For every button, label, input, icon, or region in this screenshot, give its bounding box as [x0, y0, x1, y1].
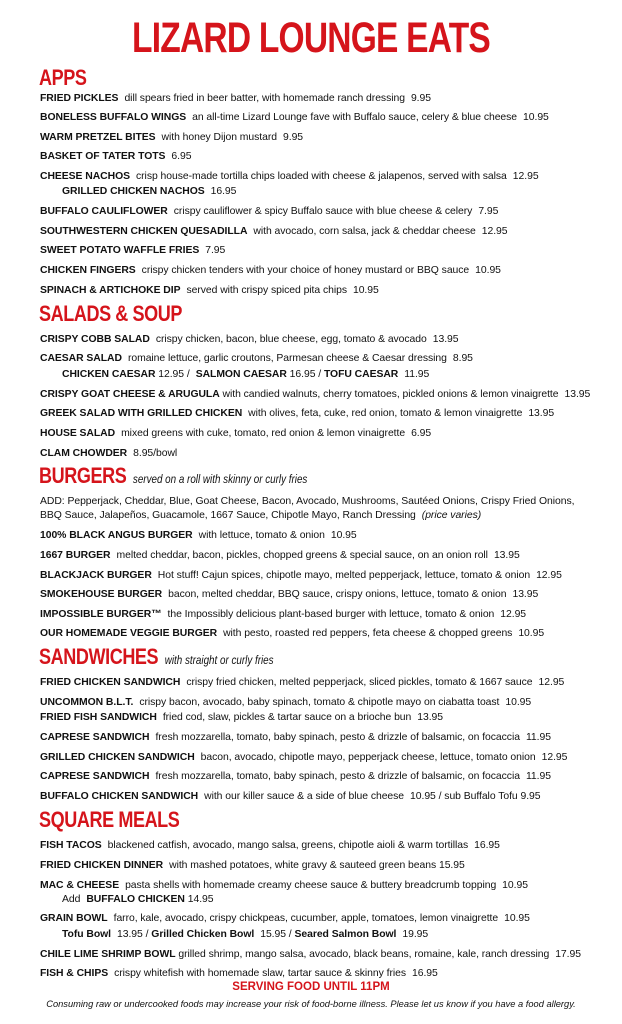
- addons-line: [40, 495, 574, 508]
- item-description: bacon, avocado, chipotle mayo, pepperjack cheese, lettuce, tomato onion: [200, 752, 536, 763]
- item-name: TOFU CAESAR: [323, 369, 399, 380]
- menu-item-variant: [62, 928, 428, 941]
- item-price: 13.95: [528, 408, 555, 419]
- item-name: SOUTHWESTERN CHICKEN QUESADILLA: [40, 226, 248, 237]
- item-name: FRIED CHICKEN SANDWICH: [40, 677, 181, 688]
- item-price: 12.95: [500, 609, 527, 620]
- menu-item: [40, 912, 530, 925]
- item-name: FRIED FISH SANDWICH: [40, 712, 157, 723]
- item-description: with pesto, roasted red peppers, feta cheese & chopped greens: [223, 628, 513, 639]
- menu-item: [40, 839, 500, 852]
- addons-line: [40, 509, 481, 522]
- item-price: 12.95: [541, 752, 568, 763]
- item-price: 10.95: [505, 697, 532, 708]
- item-name: UNCOMMON B.L.T.: [40, 697, 134, 708]
- item-description: crispy whitefish with homemade slaw, tartar sauce & skinny fries: [114, 968, 407, 979]
- item-name: GRILLED CHICKEN NACHOS: [62, 186, 205, 197]
- item-description: with avocado, corn salsa, jack & cheddar cheese: [253, 226, 476, 237]
- item-description: crispy chicken, bacon, blue cheese, egg, tomato & avocado: [155, 334, 427, 345]
- item-description: with our killer sauce & a side of blue cheese: [204, 791, 405, 802]
- item-description: blackened catfish, avocado, mango salsa, greens, chipotle aioli & warm tortillas: [107, 840, 469, 851]
- item-price: 16.95: [412, 968, 438, 979]
- menu-item: [40, 770, 551, 783]
- menu-item: [40, 333, 459, 346]
- menu-item: [40, 170, 539, 183]
- item-price: 12.95: [538, 677, 565, 688]
- item-name: WARM PRETZEL BITES: [40, 132, 156, 143]
- item-price: 17.95: [555, 949, 581, 960]
- item-name: BUFFALO CHICKEN SANDWICH: [40, 791, 199, 802]
- item-price: 10.95: [330, 530, 357, 541]
- item-name: Seared Salmon Bowl: [294, 929, 397, 940]
- menu-item: [40, 676, 564, 689]
- menu-item: [40, 948, 581, 961]
- item-name: IMPOSSIBLE BURGER™: [40, 609, 162, 620]
- item-name: GREEK SALAD WITH GRILLED CHICKEN: [40, 408, 243, 419]
- item-description: romaine lettuce, garlic croutons, Parmesan cheese & Caesar dressing: [127, 353, 447, 364]
- menu-item: [40, 131, 303, 144]
- item-price: 8.95: [452, 353, 473, 364]
- item-price: 10.95: [518, 628, 545, 639]
- item-name: BONELESS BUFFALO WINGS: [40, 112, 187, 123]
- serving-hours: SERVING FOOD UNTIL 11PM: [232, 981, 390, 993]
- menu-item: [40, 529, 357, 542]
- item-name: MAC & CHEESE: [40, 880, 120, 891]
- item-name: CHEESE NACHOS: [40, 171, 130, 182]
- item-price: 13.95: [564, 389, 591, 400]
- item-name: BLACKJACK BURGER: [40, 570, 152, 581]
- menu-item: [40, 696, 531, 709]
- item-description: the Impossibly delicious plant-based burger with lettuce, tomato & onion: [167, 609, 495, 620]
- food-safety-disclaimer: Consuming raw or undercooked foods may increase your risk of food-borne illness. Please let us know if you have a food allergy.: [46, 999, 576, 1009]
- item-description: dill spears fried in beer batter, with homemade ranch dressing: [124, 93, 405, 104]
- item-name: OUR HOMEMADE VEGGIE BURGER: [40, 628, 218, 639]
- item-description: crispy fried chicken, melted pepperjack, sliced pickles, tomato & 1667 sauce: [186, 677, 533, 688]
- item-name: 100% BLACK ANGUS BURGER: [40, 530, 193, 541]
- menu-item: [40, 352, 473, 365]
- item-price: 16.95: [474, 840, 500, 851]
- menu-item: [40, 264, 501, 277]
- item-price: 13.95: [432, 334, 459, 345]
- item-name: CHILE LIME SHRIMP BOWL: [40, 949, 176, 960]
- item-description: bacon, melted cheddar, BBQ sauce, crispy onions, lettuce, tomato & onion: [168, 589, 507, 600]
- item-description: with candied walnuts, cherry tomatoes, pickled onions & lemon vinaigrette: [222, 389, 559, 400]
- menu-item: [40, 388, 590, 401]
- item-name: FRIED CHICKEN DINNER: [40, 860, 164, 871]
- menu-item: [40, 608, 526, 621]
- menu-item: [40, 225, 508, 238]
- item-description: grilled shrimp, mango salsa, avocado, black beans, romaine, kale, ranch dressing: [178, 949, 550, 960]
- item-description: Hot stuff! Cajun spices, chipotle mayo, melted pepperjack, lettuce, tomato & onion: [157, 570, 531, 581]
- item-price: 12.95 /: [158, 369, 190, 380]
- heading-text: SANDWICHES: [39, 644, 159, 669]
- menu-item: [40, 111, 549, 124]
- menu-item: [40, 549, 520, 562]
- item-price: 16.95: [210, 186, 237, 197]
- menu-item: [40, 967, 438, 980]
- item-price: 13.95: [417, 712, 444, 723]
- item-name: GRAIN BOWL: [40, 913, 108, 924]
- item-description: with mashed potatoes, white gravy & sauteed green beans: [169, 860, 437, 871]
- item-description: served with crispy spiced pita chips: [186, 285, 347, 296]
- item-description: crispy bacon, avocado, baby spinach, tomato & chipotle mayo on ciabatta toast: [139, 697, 500, 708]
- item-description: farro, kale, avocado, crispy chickpeas, cucumber, apple, tomatoes, lemon vinaigrette: [113, 913, 499, 924]
- item-description: an all-time Lizard Lounge fave with Buffalo sauce, celery & blue cheese: [192, 112, 518, 123]
- item-description: mixed greens with cuke, tomato, red onion & lemon vinaigrette: [121, 428, 406, 439]
- menu-item: [40, 711, 443, 724]
- item-description: pasta shells with homemade creamy cheese sauce & buttery breadcrumb topping: [125, 880, 497, 891]
- item-name: CHICKEN CAESAR: [62, 369, 156, 380]
- section-note: with straight or curly fries: [164, 653, 274, 667]
- menu-item: [40, 427, 431, 440]
- menu-item: [40, 751, 567, 764]
- item-price: 9.95: [410, 93, 431, 104]
- item-name: SMOKEHOUSE BURGER: [40, 589, 163, 600]
- menu-item: [40, 790, 541, 803]
- item-price: 6.95: [171, 151, 192, 162]
- menu-item: [40, 731, 551, 744]
- item-description: with olives, feta, cuke, red onion, tomato & lemon vinaigrette: [248, 408, 523, 419]
- item-name: CLAM CHOWDER: [40, 448, 128, 459]
- item-price: 11.95: [525, 732, 551, 743]
- section-heading-burgers: [39, 464, 307, 491]
- item-price: 15.95 /: [260, 929, 292, 940]
- menu-title: LIZARD LOUNGE EATS: [132, 14, 490, 62]
- menu-item: [40, 588, 538, 601]
- item-price: 10.95: [352, 285, 379, 296]
- addons-list: BBQ Sauce, Jalapeños, Guacamole, 1667 Sauce, Chipotle Mayo, Ranch Dressing: [40, 510, 416, 521]
- item-name: Tofu Bowl: [62, 929, 111, 940]
- item-price: 13.95: [512, 589, 539, 600]
- menu-item: [40, 407, 554, 420]
- menu-item: [40, 627, 544, 640]
- menu-item: [40, 205, 498, 218]
- section-heading-salads: SALADS & SOUP: [39, 301, 183, 326]
- item-price: 14.95: [187, 894, 214, 905]
- menu-item: [40, 569, 562, 582]
- item-description: crispy chicken tenders with your choice of honey mustard or BBQ sauce: [141, 265, 470, 276]
- menu-item: [40, 859, 465, 872]
- menu-item: [40, 92, 431, 105]
- item-price: 7.95: [478, 206, 499, 217]
- item-description: melted cheddar, bacon, pickles, chopped greens & special sauce, on an onion roll: [116, 550, 488, 561]
- item-name: CAESAR SALAD: [40, 353, 122, 364]
- item-price: 12.95: [512, 171, 539, 182]
- item-name: SALMON CAESAR: [195, 369, 287, 380]
- item-name: FISH & CHIPS: [40, 968, 109, 979]
- item-price: 10.95: [504, 913, 530, 924]
- item-price: 11.95: [404, 369, 430, 380]
- item-name: CAPRESE SANDWICH: [40, 771, 150, 782]
- item-name: SPINACH & ARTICHOKE DIP: [40, 285, 181, 296]
- item-price: 9.95: [283, 132, 304, 143]
- item-name: FRIED PICKLES: [40, 93, 119, 104]
- item-price: 8.95/bowl: [133, 448, 178, 459]
- item-price: 12.95: [536, 570, 562, 581]
- item-name: CRISPY COBB SALAD: [40, 334, 150, 345]
- item-price: 6.95: [411, 428, 432, 439]
- section-note: served on a roll with skinny or curly fries: [132, 472, 308, 486]
- menu-item-variant: [62, 893, 214, 906]
- section-heading-sandwiches: [39, 645, 274, 672]
- item-name: HOUSE SALAD: [40, 428, 116, 439]
- item-price: 10.95: [502, 880, 528, 891]
- item-name: CRISPY GOAT CHEESE & ARUGULA: [40, 389, 220, 400]
- addon-label: Add: [62, 894, 81, 905]
- item-name: 1667 BURGER: [40, 550, 111, 561]
- item-price: 10.95: [475, 265, 501, 276]
- menu-item: [40, 447, 177, 460]
- item-price: 12.95: [481, 226, 508, 237]
- item-price: 11.95: [525, 771, 551, 782]
- item-description: crisp house-made tortilla chips loaded with cheese & jalapenos, served with salsa: [136, 171, 507, 182]
- item-description: fresh mozzarella, tomato, baby spinach, pesto & drizzle of balsamic, on focaccia: [155, 771, 520, 782]
- item-name: BUFFALO CAULIFLOWER: [40, 206, 168, 217]
- section-heading-apps: APPS: [39, 65, 87, 90]
- menu-item: [40, 244, 225, 257]
- section-heading-square-meals: SQUARE MEALS: [39, 807, 180, 832]
- menu-item-variant: [62, 368, 429, 381]
- item-price: 13.95: [493, 550, 520, 561]
- item-price: 16.95 /: [289, 369, 322, 380]
- item-name: FISH TACOS: [40, 840, 102, 851]
- item-price: 19.95: [402, 929, 429, 940]
- item-price: 13.95 /: [117, 929, 149, 940]
- item-name: CAPRESE SANDWICH: [40, 732, 150, 743]
- item-price: 10.95: [523, 112, 549, 123]
- addons-note: (price varies): [421, 510, 482, 521]
- item-price: 7.95: [205, 245, 226, 256]
- addons-list: Pepperjack, Cheddar, Blue, Goat Cheese, Bacon, Avocado, Mushrooms, Sautéed Onions, Crispy Fried Onions,: [67, 496, 575, 507]
- item-name: BASKET OF TATER TOTS: [40, 151, 166, 162]
- menu-item: [40, 879, 528, 892]
- item-description: fried cod, slaw, pickles & tartar sauce on a brioche bun: [162, 712, 412, 723]
- heading-text: BURGERS: [39, 463, 127, 488]
- item-description: with lettuce, tomato & onion: [198, 530, 325, 541]
- addons-label: ADD:: [40, 496, 65, 507]
- item-price: 10.95 / sub Buffalo Tofu 9.95: [410, 791, 541, 802]
- item-name: Grilled Chicken Bowl: [151, 929, 255, 940]
- menu-item: [40, 284, 379, 297]
- item-name: GRILLED CHICKEN SANDWICH: [40, 752, 195, 763]
- item-name: CHICKEN FINGERS: [40, 265, 136, 276]
- item-price: 15.95: [438, 860, 465, 871]
- item-name: SWEET POTATO WAFFLE FRIES: [40, 245, 200, 256]
- item-description: with honey Dijon mustard: [161, 132, 277, 143]
- item-description: fresh mozzarella, tomato, baby spinach, pesto & drizzle of balsamic, on focaccia: [155, 732, 520, 743]
- menu-item-variant: [62, 185, 236, 198]
- item-name: BUFFALO CHICKEN: [86, 894, 185, 905]
- item-description: crispy cauliflower & spicy Buffalo sauce with blue cheese & celery: [173, 206, 473, 217]
- menu-item: [40, 150, 191, 163]
